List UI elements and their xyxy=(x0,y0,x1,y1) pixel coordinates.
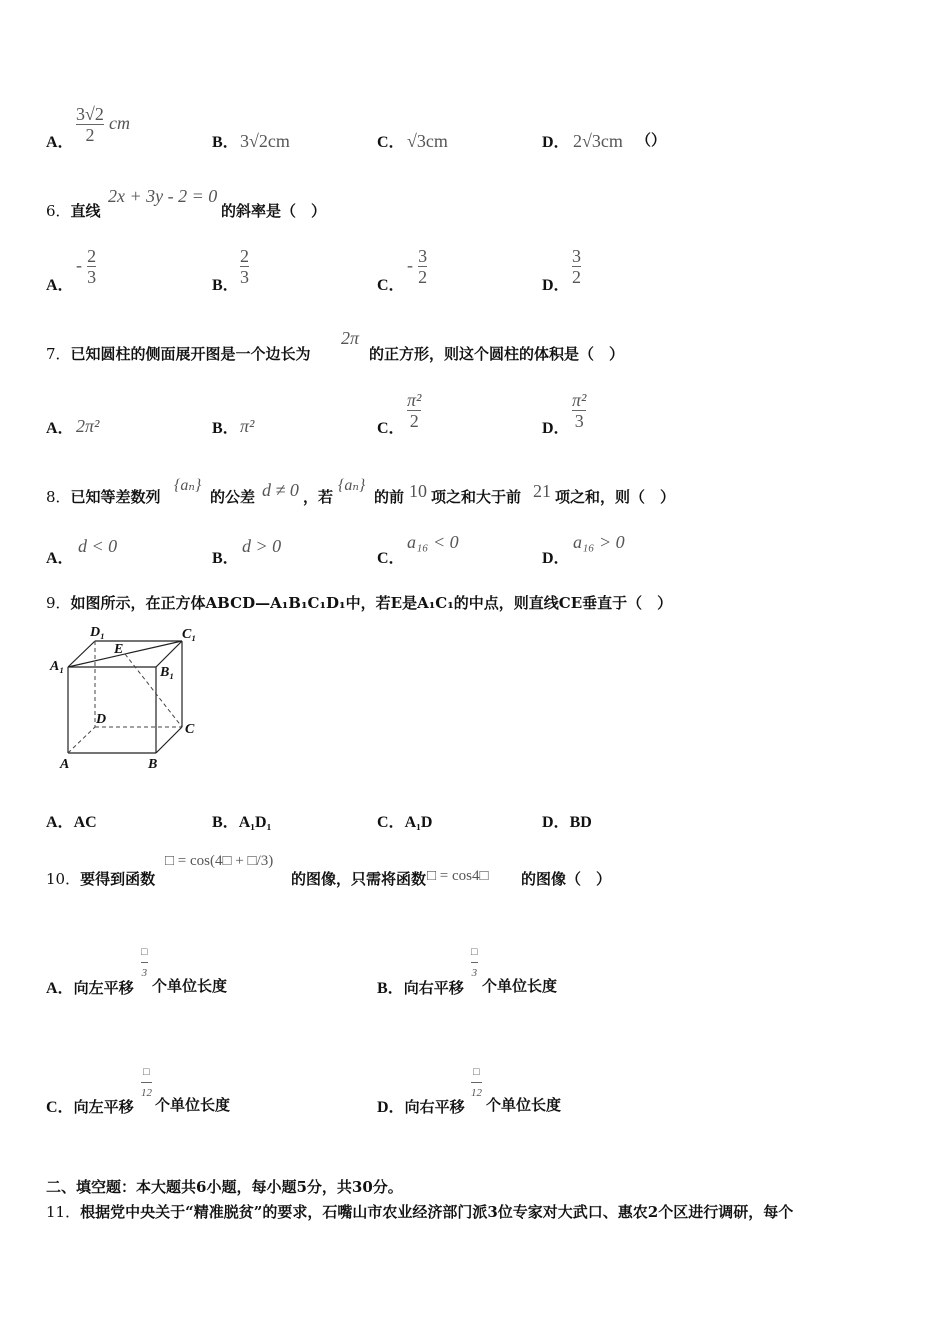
q5-option-a-math: $\frac{3√2}{2}$ cm xyxy=(76,104,130,145)
q8-option-d-label: D． xyxy=(542,550,570,567)
q8-option-a-label: A． xyxy=(46,550,74,567)
q5-option-d-math: 2√3cm xyxy=(573,131,623,151)
q8-option-c-math: a₁₆ < 0 xyxy=(407,532,459,552)
q9-option-b: B．A₁D₁ xyxy=(212,814,272,831)
q7-option-a-math: 2π² xyxy=(76,416,100,436)
q6-equation: 2x + 3y - 2 = 0 xyxy=(108,186,218,206)
q10-option-a-fraction: $\frac{□}{3}$ xyxy=(141,946,148,979)
q8-condition: d ≠ 0 xyxy=(262,480,299,500)
edge-b-c xyxy=(156,727,182,753)
q6-stem: 6．直线 xyxy=(46,202,101,220)
q8-option-c-label: C． xyxy=(377,550,405,567)
edge-a1-d1 xyxy=(68,641,95,667)
q8-text-6: 项之和，则（ ） xyxy=(555,488,676,506)
point-label-e: E xyxy=(114,642,124,657)
q8-option-d-math: a₁₆ > 0 xyxy=(573,532,625,552)
vertex-label-a1: A₁ xyxy=(50,659,65,674)
q8-option-b-math: d > 0 xyxy=(242,536,282,556)
q7-option-b-math: π² xyxy=(240,416,255,436)
q10-source-function: □ = cos4□ xyxy=(427,868,489,884)
q6-option-c-math: - $\frac{3}{2}$ xyxy=(407,246,428,287)
q5-option-c-math: √3cm xyxy=(407,131,448,151)
vertex-label-b1: B₁ xyxy=(160,665,175,680)
q10-option-a: A．向左平移 xyxy=(46,979,134,997)
q7-option-c-label: C． xyxy=(377,420,405,437)
section-2-title: 二、填空题：本大题共6小题，每小题5分，共30分。 xyxy=(46,1178,403,1196)
q6-stem-end: 的斜率是（ ） xyxy=(221,202,327,220)
vertex-label-b: B xyxy=(148,757,158,772)
q8-n2: 21 xyxy=(533,481,551,501)
q6-option-b-label: B． xyxy=(212,277,239,294)
q7-option-a-label: A． xyxy=(46,420,74,437)
q11-stem: 11．根据党中央关于“精准脱贫”的要求，石嘴山市农业经济部门派3位专家对大武口、惠农2个区进行调研，每个 xyxy=(46,1203,794,1221)
q10-stem-end: 的图像（ ） xyxy=(521,870,612,888)
cube-diagram xyxy=(46,620,206,775)
q5-option-c-label: C． xyxy=(377,134,405,151)
q9-stem: 9．如图所示，在正方体ABCD—A₁B₁C₁D₁中，若E是A₁C₁的中点，则直线CE垂直于（ ） xyxy=(46,594,673,612)
q10-option-c-tail: 个单位长度 xyxy=(155,1096,231,1114)
q7-option-c-math: $\frac{\text{π²}}{2}$ xyxy=(407,390,422,431)
q8-stem: 8．已知等差数列 xyxy=(46,488,161,506)
q10-option-b-tail: 个单位长度 xyxy=(482,977,558,995)
edge-b1-c1 xyxy=(156,641,182,667)
vertex-label-c: C xyxy=(185,722,195,737)
q8-option-b-label: B． xyxy=(212,550,239,567)
q5-answer-blank: （） xyxy=(636,131,667,149)
q6-option-b-math: $\frac{2}{3}$ xyxy=(240,246,249,287)
q10-option-c: C．向左平移 xyxy=(46,1098,134,1116)
q7-side-length: 2π xyxy=(341,328,360,348)
vertex-label-d: D xyxy=(96,712,107,727)
q7-option-d-label: D． xyxy=(542,420,570,437)
q8-sequence-2: {aₙ} xyxy=(338,477,366,494)
q10-option-d-tail: 个单位长度 xyxy=(486,1096,562,1114)
q6-option-a-label: A． xyxy=(46,277,74,294)
q8-n1: 10 xyxy=(409,481,427,501)
q7-option-b-label: B． xyxy=(212,420,239,437)
q10-stem: 10．要得到函数 xyxy=(46,870,156,888)
q10-option-d: D．向右平移 xyxy=(377,1098,465,1116)
q8-text-3: ，若 xyxy=(303,488,334,506)
q5-option-d-label: D． xyxy=(542,134,570,151)
q6-option-d-math: $\frac{3}{2}$ xyxy=(572,246,581,287)
q9-option-c: C．A₁D xyxy=(377,814,433,831)
vertex-label-c1: C₁ xyxy=(182,627,197,642)
q5-option-a-label: A． xyxy=(46,134,74,151)
hidden-edge-a-d xyxy=(68,727,95,753)
q10-option-d-fraction: $\frac{□}{12}$ xyxy=(471,1066,482,1099)
q10-target-function: □ = cos(4□ + □/3) xyxy=(165,853,274,869)
q10-option-c-fraction: $\frac{□}{12}$ xyxy=(141,1066,152,1099)
q10-option-b: B．向右平移 xyxy=(377,979,464,997)
q6-option-c-label: C． xyxy=(377,277,405,294)
vertex-label-a: A xyxy=(60,757,70,772)
q5-option-b-math: 3√2cm xyxy=(240,131,290,151)
q8-option-a-math: d < 0 xyxy=(78,536,118,556)
q10-option-b-fraction: $\frac{□}{3}$ xyxy=(471,946,478,979)
q10-stem-mid: 的图像，只需将函数 xyxy=(291,870,427,888)
q10-option-a-tail: 个单位长度 xyxy=(152,977,228,995)
q8-text-4: 的前 xyxy=(374,488,405,506)
q5-option-b-label: B． xyxy=(212,134,239,151)
q9-option-a: A．AC xyxy=(46,814,97,831)
vertex-label-d1: D₁ xyxy=(90,625,105,640)
q9-option-d: D．BD xyxy=(542,814,592,831)
q6-option-d-label: D． xyxy=(542,277,570,294)
q7-stem: 7．已知圆柱的侧面展开图是一个边长为 xyxy=(46,345,311,363)
q6-option-a-math: - $\frac{2}{3}$ xyxy=(76,246,97,287)
q7-option-d-math: $\frac{\text{π²}}{3}$ xyxy=(572,390,587,431)
q8-text-5: 项之和大于前 xyxy=(431,488,522,506)
q8-text-2: 的公差 xyxy=(210,488,256,506)
q7-stem-end: 的正方形，则这个圆柱的体积是（ ） xyxy=(369,345,625,363)
q8-sequence: {aₙ} xyxy=(174,477,202,494)
